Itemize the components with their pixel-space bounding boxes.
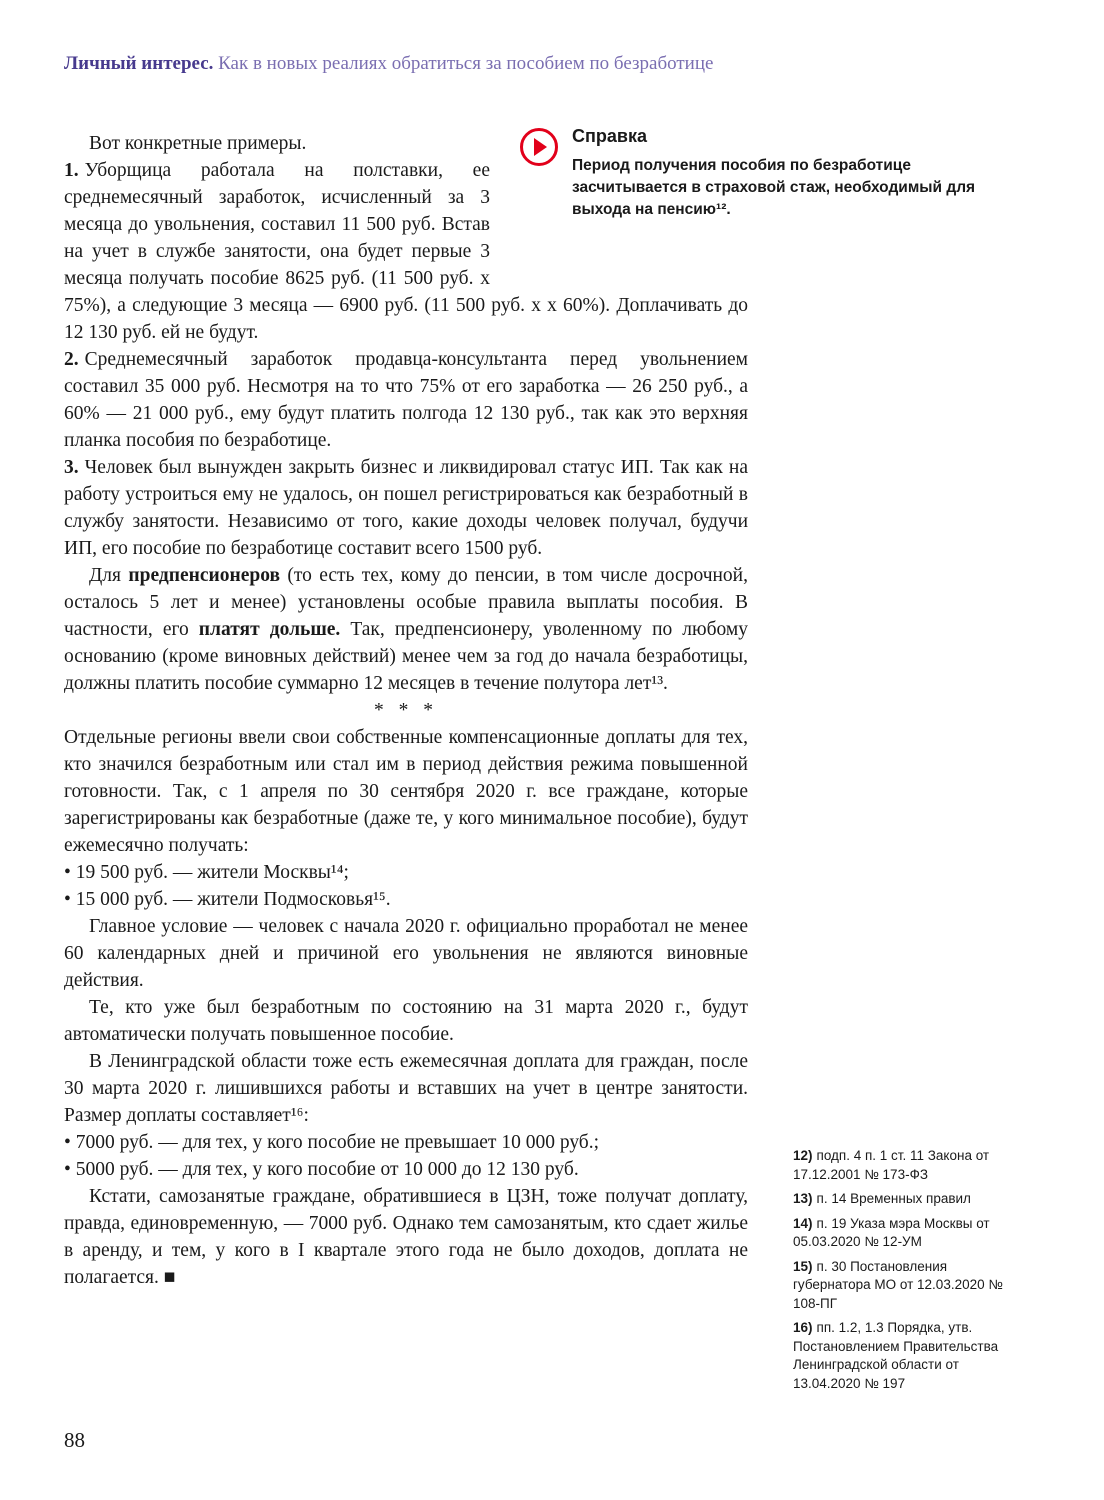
footnote-item — [793, 1215, 1025, 1252]
final-paragraph: Кстати, самозанятые граждане, обратившиеся в ЦЗН, тоже получат доплату, правда, единовременную, — 7000 руб. Однако тем самозанятым, кто сдает жилье в аренду, и тем, у кого в I квартале этого года не было доходов, доплата не полагается. ■ — [64, 1186, 748, 1288]
section-label: Личный интерес. — [64, 53, 214, 74]
footnote-text: п. 19 Указа мэра Москвы от 05.03.2020 № 12-УМ — [793, 1215, 990, 1249]
footnotes-list — [793, 1147, 1025, 1399]
intro-paragraph: Вот конкретные примеры. — [89, 133, 307, 154]
section-divider: * * * — [374, 700, 438, 721]
regions-paragraph: Отдельные регионы ввели свои собственные компенсационные доплаты для тех, кто значился безработным или стал им в период действия режима повышенной готовности. Так, с 1 апреля по 30 сентября 2020 г. все граждане, которые зарегистрированы как безработные (даже те, у кого минимальное пособие), будут ежемесячно получать: — [64, 727, 748, 856]
bullet-item-5000: • 5000 руб. — для тех, у кого пособие от 10 000 до 12 130 руб. — [64, 1159, 579, 1180]
callout-wrap-spacer — [490, 130, 748, 272]
footnote-text: п. 30 Постановления губернатора МО от 12.03.2020 № 108-ПГ — [793, 1258, 1003, 1311]
example-1-number: 1. — [64, 160, 79, 181]
footnote-text: подп. 4 п. 1 ст. 11 Закона от 17.12.2001 № 173-ФЗ — [793, 1148, 990, 1182]
pre-pension-bold2: платят дольше. — [198, 619, 341, 640]
pre-pension-seg1: Для — [89, 565, 129, 586]
pre-pension-seg2: (то есть тех, кому до пенсии, в том числе досрочной, осталось 5 лет и менее) установлены особые правила выплаты пособия. В частности, его — [64, 565, 748, 640]
footnote-number: 14) — [793, 1215, 813, 1231]
footnote-number: 12) — [793, 1148, 813, 1163]
article-title: Как в новых реалиях обратиться за пособием по безработице — [213, 53, 714, 74]
example-2 — [64, 346, 748, 454]
footnote-item — [793, 1258, 1025, 1314]
auto-paragraph: Те, кто уже был безработным по состоянию на 31 марта 2020 г., будут автоматически получать повышенное пособие. — [64, 997, 748, 1045]
leningrad-paragraph: В Ленинградской области тоже есть ежемесячная доплата для граждан, после 30 марта 2020 г. лишившихся работы и вставших на учет в центре занятости. Размер доплаты составляет¹⁶: — [64, 1051, 748, 1126]
footnote-item — [793, 1190, 1025, 1209]
footnote-text: п. 14 Временных правил — [816, 1191, 971, 1206]
article-body — [64, 130, 748, 1291]
callout-title: Справка — [572, 126, 647, 146]
footnote-item — [793, 1319, 1025, 1393]
example-2-text: Среднемесячный заработок продавца-консультанта перед увольнением составил 35 000 руб. Несмотря на то что 75% от его заработка — 26 250 руб., а 60% — 21 000 руб., ему будут платить полгода 12 130 руб., так как это верхняя планка пособия по безработице. — [64, 349, 748, 451]
example-2-number: 2. — [64, 349, 79, 370]
example-3 — [64, 454, 748, 562]
footnote-number: 15) — [793, 1258, 813, 1274]
footnote-number: 16) — [793, 1320, 813, 1335]
running-header — [64, 52, 1044, 76]
footnote-item — [793, 1147, 1025, 1184]
pre-pension-seg3: Так, предпенсионеру, уволенному по любому основанию (кроме виновных действий) менее чем за год до начала безработицы, должны платить пособие суммарно 12 месяцев в течение полутора лет¹³. — [64, 619, 748, 694]
callout-text: Период получения пособия по безработице засчитывается в страховой стаж, необходимый для выхода на пенсию¹². — [572, 157, 976, 218]
bullet-item-moscow: • 19 500 руб. — жители Москвы¹⁴; — [64, 862, 349, 883]
pre-pension-bold1: предпенсионеров — [128, 565, 281, 586]
footnote-number: 13) — [793, 1191, 813, 1206]
example-3-text: Человек был вынужден закрыть бизнес и ликвидировал статус ИП. Так как на работу устроиться ему не удалось, он пошел регистрироваться как безработный в службу занятости. Независимо от того, какие доходы человек получал, будучи ИП, его пособие по безработице составит всего 1500 руб. — [64, 457, 748, 559]
page-number: 88 — [64, 1428, 85, 1452]
footnote-text: пп. 1.2, 1.3 Порядка, утв. Постановлением Правительства Ленинградской области от 13.04.2020 № 197 — [793, 1320, 999, 1391]
example-3-number: 3. — [64, 457, 79, 478]
condition-paragraph: Главное условие — человек с начала 2020 г. официально проработал не менее 60 календарных дней и причиной его увольнения не являются виновные действия. — [64, 916, 748, 991]
bullet-item-podmoskovye: • 15 000 руб. — жители Подмосковья¹⁵. — [64, 889, 391, 910]
bullet-item-7000: • 7000 руб. — для тех, у кого пособие не превышает 10 000 руб.; — [64, 1132, 600, 1153]
example-1-text: Уборщица работала на полставки, ее среднемесячный заработок, исчисленный за 3 месяца до увольнения, составил 11 500 руб. Встав на учет в службе занятости, она будет первые 3 месяца получать пособие 8625 руб. (11 500 руб. х 75%), а следующие 3 месяца — 6900 руб. (11 500 руб. х х 60%). Доплачивать до 12 130 руб. ей не будут. — [64, 160, 748, 343]
pre-pension-paragraph — [64, 562, 748, 697]
